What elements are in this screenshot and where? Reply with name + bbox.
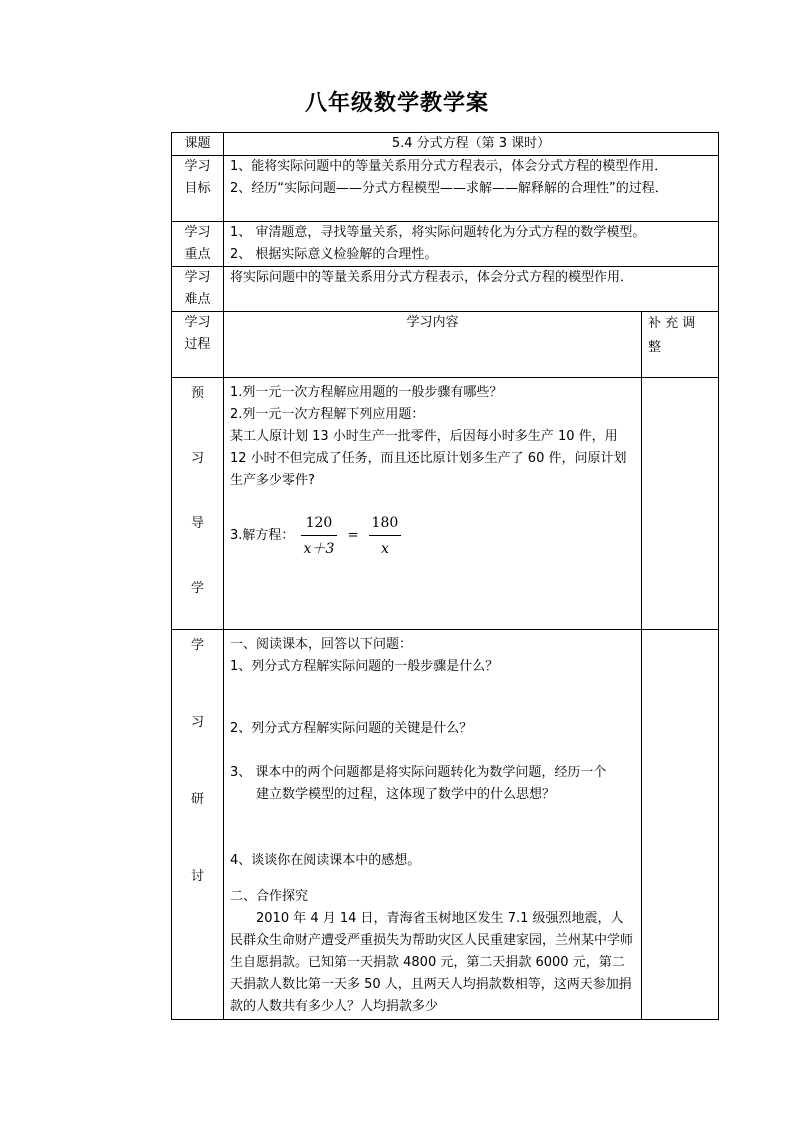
fraction-right-denominator: x xyxy=(369,535,402,560)
study-q1: 1、列分式方程解实际问题的一般步骤是什么？ xyxy=(230,659,499,674)
key-content xyxy=(224,222,719,267)
fraction-left xyxy=(301,512,338,560)
label-study-char-2: 习 xyxy=(190,715,204,730)
topic-value: 5.4 分式方程（第 3 课时） xyxy=(224,133,719,156)
label-preview-char-1: 预 xyxy=(190,386,204,401)
label-goals-line1: 学习 xyxy=(184,159,211,174)
label-goals-line2: 目标 xyxy=(184,181,211,196)
label-preview-char-3: 导 xyxy=(190,516,204,531)
row-study xyxy=(172,630,719,1020)
equals-sign: = xyxy=(347,528,359,543)
fraction-right-numerator: 180 xyxy=(371,515,399,531)
study-part1: 一、阅读课本，回答以下问题： xyxy=(230,637,413,652)
goal-line-1: 1、能将实际问题中的等量关系用分式方程表示，体会分式方程的模型作用． xyxy=(230,159,668,174)
label-preview xyxy=(172,378,224,630)
label-study-char-1: 学 xyxy=(190,638,204,653)
preview-content xyxy=(224,378,642,630)
label-key xyxy=(172,222,224,267)
label-difficulty xyxy=(172,267,224,312)
content-header: 学习内容 xyxy=(224,312,642,378)
preview-q2: 2.列一元一次方程解下列应用题： xyxy=(230,407,425,422)
fraction-left-denominator: x＋3 xyxy=(301,535,338,560)
study-problem: 2010 年 4 月 14 日，青海省玉树地区发生 7.1 级强烈地震，人民群众生命财产遭受严重损失为帮助灾区人民重建家园，兰州某中学师生自愿捐款。已知第一天捐款 4800 元，第二天捐款 6000 元，第二天捐款人数比第一天多 50 人，且两天人均捐款数相等，这两天参加捐款的人数共有多少人？人均捐款多少 xyxy=(230,911,634,1014)
preview-q3 xyxy=(230,512,635,560)
goals-content xyxy=(224,156,719,222)
key-line-2: 2、 根据实际意义检验解的合理性。 xyxy=(230,247,438,262)
row-preview xyxy=(172,378,719,630)
study-part2: 二、合作探究 xyxy=(230,889,309,904)
difficulty-line-1: 将实际问题中的等量关系用分式方程表示，体会分式方程的模型作用． xyxy=(230,270,634,285)
fraction-left-numerator: 120 xyxy=(305,515,333,531)
row-goals xyxy=(172,156,719,222)
study-supplement xyxy=(642,630,719,1020)
preview-q1: 1.列一元一次方程解应用题的一般步骤有哪些？ xyxy=(230,385,503,400)
label-study xyxy=(172,630,224,1020)
label-study-char-3: 研 xyxy=(190,792,204,807)
row-topic xyxy=(172,133,719,156)
preview-q2-text: 某工人原计划 13 小时生产一批零件，后因每小时多生产 10 件，用 12 小时不但完成了任务，而且还比原计划多生产了 60 件，问原计划生产多少零件? xyxy=(230,429,627,488)
label-topic: 课题 xyxy=(172,133,224,156)
difficulty-content xyxy=(224,267,719,312)
label-key-line1: 学习 xyxy=(184,225,211,240)
study-q3b: 建立数学模型的过程，这体现了数学中的什么思想？ xyxy=(256,787,556,802)
study-q2: 2、列分式方程解实际问题的关键是什么？ xyxy=(230,721,473,736)
document-title: 八年级数学教学案 xyxy=(304,90,489,116)
label-goals xyxy=(172,156,224,222)
row-process-header xyxy=(172,312,719,378)
lesson-plan-table xyxy=(171,132,719,1020)
label-key-line2: 重点 xyxy=(184,247,211,262)
label-process xyxy=(172,312,224,378)
study-content xyxy=(224,630,642,1020)
key-line-1: 1、 审清题意，寻找等量关系，将实际问题转化为分式方程的数学模型。 xyxy=(230,225,646,240)
study-q4: 4、谈谈你在阅读课本中的感想。 xyxy=(230,853,421,868)
row-difficulty xyxy=(172,267,719,312)
goal-line-2: 2、经历“实际问题——分式方程模型——求解——解释解的合理性”的过程． xyxy=(230,181,668,196)
label-difficulty-line2: 难点 xyxy=(184,292,211,307)
label-difficulty-line1: 学习 xyxy=(184,270,211,285)
label-preview-char-4: 学 xyxy=(190,581,204,596)
label-process-line1: 学习 xyxy=(184,315,211,330)
preview-supplement xyxy=(642,378,719,630)
row-key-points xyxy=(172,222,719,267)
label-study-char-4: 讨 xyxy=(190,869,204,884)
label-preview-char-2: 习 xyxy=(190,451,204,466)
preview-q3-prefix: 3.解方程： xyxy=(230,528,295,543)
supplement-header: 补 充 调 整 xyxy=(642,312,719,378)
study-q3a: 3、 课本中的两个问题都是将实际问题转化为数学问题，经历一个 xyxy=(230,765,607,780)
fraction-right xyxy=(369,512,402,560)
label-process-line2: 过程 xyxy=(184,337,211,352)
